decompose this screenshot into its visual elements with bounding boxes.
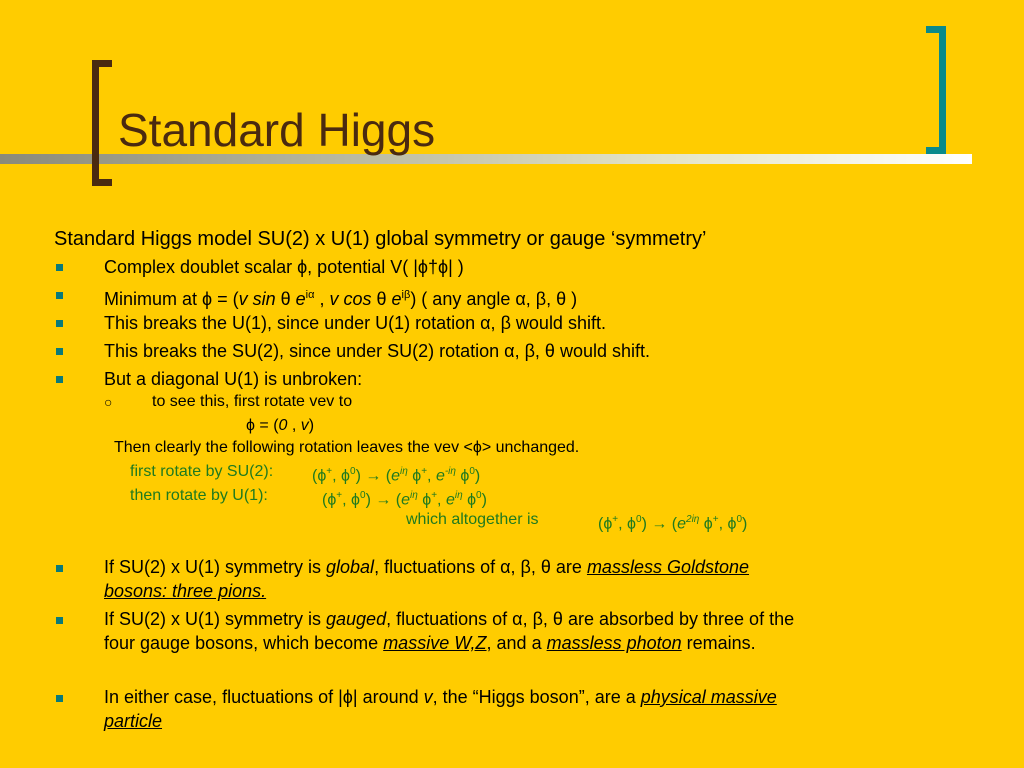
gauged-symmetry-line-2 xyxy=(104,632,756,654)
physical-massive-text: physical massive xyxy=(640,687,777,707)
higgs-boson-line-2 xyxy=(104,710,162,732)
text-segment: , fluctuations of α, β, θ are absorbed by three of the xyxy=(386,609,795,629)
slide-title: Standard Higgs xyxy=(118,104,436,156)
bullet-marker xyxy=(56,376,63,383)
exp-i-beta: iβ xyxy=(401,289,411,301)
bullet-marker xyxy=(56,320,63,327)
vev-v: v xyxy=(300,417,309,434)
three-pions-text: bosons: three pions. xyxy=(104,581,267,601)
text-segment: , the “Higgs boson”, are a xyxy=(432,687,641,707)
global-symmetry-line-2 xyxy=(104,580,266,602)
then-clearly-line: Then clearly the following rotation leaves the vev <ϕ> unchanged. xyxy=(114,439,580,456)
minimum-suffix: ) ( any angle α, β, θ ) xyxy=(410,289,578,309)
vev-zero: 0 xyxy=(278,417,288,434)
massless-goldstone-link: massless Goldstone xyxy=(586,557,750,577)
text-segment: four gauge bosons, which become xyxy=(104,633,384,653)
emphasis-global: global xyxy=(326,557,375,577)
exp-i-alpha: iα xyxy=(305,289,315,301)
exp-e: e xyxy=(391,289,402,309)
v-variable: v xyxy=(423,687,433,707)
bullet-minimum xyxy=(104,284,577,310)
vev-suffix: ) xyxy=(308,417,315,434)
massive-wz-text: massive W,Z xyxy=(383,633,487,653)
global-symmetry-line-1 xyxy=(104,556,749,578)
text-segment: remains. xyxy=(681,633,756,653)
rotate-su2-math: (ϕ+, $\phi^0) \to (e^{i\eta}$ ϕ+, $e^{-i\eta}$ $\phi^0$) xyxy=(312,466,481,485)
theta: θ xyxy=(371,289,392,309)
minimum-prefix: Minimum at ϕ = ( xyxy=(104,289,239,309)
sub-bullet-circle: ○ xyxy=(104,394,113,410)
rotate-su2-label: first rotate by SU(2): xyxy=(130,463,274,480)
massless-photon-text: massless photon xyxy=(546,633,682,653)
bullet-marker xyxy=(56,565,63,572)
vev-prefix: ϕ = ( xyxy=(246,417,279,434)
bullet-diagonal-u1: But a diagonal U(1) is unbroken: xyxy=(104,369,363,389)
higgs-boson-line-1 xyxy=(104,686,777,708)
text-segment: If SU(2) x U(1) symmetry is xyxy=(104,609,327,629)
particle-text: particle xyxy=(104,711,163,731)
bullet-marker xyxy=(56,695,63,702)
vev-expression xyxy=(246,416,314,436)
text-segment: , and a xyxy=(486,633,547,653)
rotate-u1-label: then rotate by U(1): xyxy=(130,487,268,504)
right-bracket-decoration xyxy=(926,26,946,154)
text-segment: In either case, fluctuations of |ϕ| around xyxy=(104,687,424,707)
gauged-symmetry-line-1 xyxy=(104,608,794,630)
altogether-label: which altogether is xyxy=(406,511,539,528)
bullet-marker xyxy=(56,348,63,355)
sub-bullet-rotate-vev: to see this, first rotate vev to xyxy=(152,393,353,410)
text-segment: If SU(2) x U(1) symmetry is xyxy=(104,557,327,577)
bullet-breaks-u1: This breaks the U(1), since under U(1) rotation α, β would shift. xyxy=(104,313,606,333)
bullet-marker xyxy=(56,617,63,624)
bullet-marker xyxy=(56,292,63,299)
bullet-breaks-su2: This breaks the SU(2), since under SU(2) rotation α, β, θ would shift. xyxy=(104,341,650,361)
theta: θ xyxy=(275,289,296,309)
altogether-math: (ϕ+, $\phi^0) \to (e^{2i\eta}$ ϕ+, $\phi^0$) xyxy=(598,514,748,533)
exp-e: e xyxy=(295,289,306,309)
vev-comma: , xyxy=(287,417,301,434)
intro-line: Standard Higgs model SU(2) x U(1) global symmetry or gauge ‘symmetry’ xyxy=(54,228,707,250)
bullet-doublet: Complex doublet scalar ϕ, potential V( |ϕ†ϕ| ) xyxy=(104,257,464,277)
v-cos: v cos xyxy=(329,289,372,309)
comma: , xyxy=(314,289,330,309)
emphasis-gauged: gauged xyxy=(326,609,387,629)
rotate-u1-math: (ϕ+, $\phi^0) \to (e^{i\eta}$ ϕ+, $e^{i\eta}$ $\phi^0$) xyxy=(322,490,487,509)
bullet-marker xyxy=(56,264,63,271)
text-segment: , fluctuations of α, β, θ are xyxy=(374,557,587,577)
v-sin: v sin xyxy=(238,289,276,309)
left-bracket-decoration xyxy=(92,60,112,186)
